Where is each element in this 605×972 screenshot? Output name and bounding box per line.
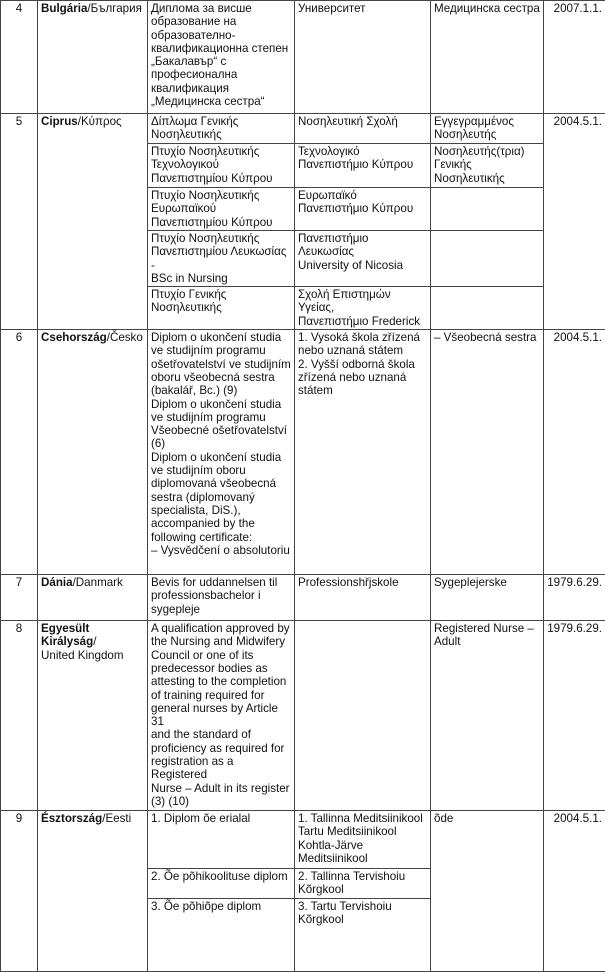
country-cell (38, 575, 148, 621)
cell-text-line: diplomovaná všeobecná (151, 477, 291, 490)
cell-text-line: Πτυχίο Νοσηλευτικής (151, 145, 291, 158)
cell-text-line: Diplom o ukončení studia (151, 398, 291, 411)
cell-text-line: Университет (298, 2, 427, 15)
professional-title-cell (431, 287, 544, 330)
cell-text-line: nebo uznaná státem (298, 344, 427, 357)
country-name-hu: Ciprus (41, 115, 78, 128)
cell-text-line: Kohtla-Järve (298, 839, 427, 852)
cell-text-line: Πανεπιστημίου Κύπρου (151, 216, 291, 229)
country-cell (38, 330, 148, 575)
cell-text-line: квалификационна степен (151, 42, 291, 55)
awarding-body-cell (295, 114, 431, 144)
cell-text-line: 1. Vysoká škola zřízená (298, 331, 427, 344)
country-cell (38, 811, 148, 972)
diploma-title-cell (148, 869, 295, 899)
cell-text-line: 2. Tallinna Tervishoiu (298, 870, 427, 883)
cell-text-line: Bevis for uddannelsen til (151, 576, 291, 589)
row-number: 6 (1, 330, 38, 575)
reference-date-cell: 2004.5.1. (544, 330, 605, 575)
professional-title-cell (431, 621, 544, 811)
awarding-body-cell (295, 621, 431, 811)
cell-text-line: ve studijním programu (151, 411, 291, 424)
cell-text-line: Νοσηλευτικής (434, 172, 540, 185)
cell-text-line: státem (298, 384, 427, 397)
cell-text-line: Νοσηλευτική Σχολή (298, 115, 427, 128)
cell-text-line: Νοσηλευτικής (151, 128, 291, 141)
cell-text-line: Πτυχίο Νοσηλευτικής (151, 189, 291, 202)
awarding-body-cell (295, 869, 431, 899)
cell-text-line: proficiency as required for (151, 742, 291, 755)
cell-text-line: Δίπλωμα Γενικής (151, 115, 291, 128)
diploma-title-cell (148, 231, 295, 287)
diploma-title-cell (148, 1, 295, 114)
cell-text-line: Ευρωπαϊκό (298, 189, 427, 202)
country-separator: / (93, 635, 96, 648)
cell-text-line: Πτυχίο Νοσηλευτικής (151, 232, 291, 245)
diploma-title-cell (148, 114, 295, 144)
cell-text-line: 3. Tartu Tervishoiu (298, 900, 427, 913)
country-name-hu: Bulgária (41, 2, 87, 15)
reference-date-cell: 1979.6.29. (544, 621, 605, 811)
cell-text-line: – Všeobecná sestra (434, 331, 540, 344)
cell-text-line: Ευρωπαϊκού (151, 202, 291, 215)
cell-text-line: Sygeplejerske (434, 576, 540, 589)
awarding-body-cell (295, 1, 431, 114)
cell-text-line: Nurse – Adult in its register (151, 782, 291, 795)
cell-text-line: ve studijním oboru (151, 464, 291, 477)
cell-text-line: Τεχνολογικού (151, 158, 291, 171)
cell-text-line: Τεχνολογικό (298, 145, 427, 158)
table-row (1, 330, 605, 575)
professional-title-cell (431, 1, 544, 114)
cell-text-line: 3. Õe põhiõpe diplom (151, 900, 291, 913)
cell-text-line: and the standard of (151, 728, 291, 741)
cell-text-line: professionsbachelor i (151, 589, 291, 602)
professional-title-cell (431, 114, 544, 144)
cell-text-line: A qualification approved by (151, 622, 291, 635)
cell-text-line: 1. Diplom õe erialal (151, 812, 291, 825)
row-number: 9 (1, 811, 38, 972)
awarding-body-cell (295, 575, 431, 621)
table-row (1, 114, 605, 144)
professional-title-cell (431, 188, 544, 231)
cell-text-line: sestra (diplomovaný (151, 491, 291, 504)
cell-text-line: 2. Õe põhikoolituse diplom (151, 870, 291, 883)
diploma-title-cell (148, 621, 295, 811)
cell-text-line: Všeobecné ošetřovatelství (151, 424, 291, 437)
cell-text-line: „Медицинска сестра“ (151, 95, 291, 108)
awarding-body-cell (295, 287, 431, 330)
cell-text-line: (6) (151, 437, 291, 450)
cell-text-line: Kõrgkool (298, 883, 427, 896)
diploma-title-cell (148, 575, 295, 621)
row-number: 5 (1, 114, 38, 330)
cell-text-line: the Nursing and Midwifery (151, 635, 291, 648)
cell-text-line: õde (434, 812, 540, 825)
cell-text-line: following certificate: (151, 531, 291, 544)
cell-text-line: Registered Nurse – (434, 622, 540, 635)
cell-text-line: zřízená nebo uznaná (298, 371, 427, 384)
country-name-local: /България (87, 2, 141, 15)
cell-text-line: Νοσηλευτικής (151, 301, 291, 314)
diploma-title-cell (148, 899, 295, 972)
cell-text-line: Πανεπιστήμιο Κύπρου (298, 202, 427, 215)
cell-text-line: Tartu Meditsiinikool (298, 825, 427, 838)
cell-text-line: Γενικής (434, 158, 540, 171)
diploma-title-cell (148, 144, 295, 188)
cell-text-line: Council or one of its (151, 649, 291, 662)
cell-text-line: Медицинска сестра (434, 2, 540, 15)
awarding-body-cell (295, 231, 431, 287)
country-name-hu: Egyesült Királyság (41, 622, 93, 648)
cell-text-line: predecessor bodies as (151, 662, 291, 675)
cell-text-line: of training required for (151, 689, 291, 702)
country-name-local: /Danmark (73, 576, 123, 589)
table-row (1, 575, 605, 621)
diploma-title-cell (148, 811, 295, 869)
cell-text-line: Πανεπιστήμιο Frederick (298, 315, 427, 328)
table-row (1, 811, 605, 869)
awarding-body-cell (295, 811, 431, 869)
row-number: 8 (1, 621, 38, 811)
cell-text-line: – Vysvědčení o absolutoriu (151, 544, 291, 557)
reference-date-cell: 2004.5.1. (544, 811, 605, 972)
cell-text-line: registration as a Registered (151, 755, 291, 782)
country-cell (38, 114, 148, 330)
table-row (1, 1, 605, 114)
cell-text-line: Πανεπιστήμιο Λευκωσίας (298, 232, 427, 259)
diploma-title-cell (148, 287, 295, 330)
cell-text-line: Σχολή Επιστημών Υγείας, (298, 288, 427, 315)
cell-text-line: Professionshřjskole (298, 576, 427, 589)
cell-text-line: Πανεπιστήμιο Κύπρου (298, 158, 427, 171)
cell-text-line: образователно- (151, 29, 291, 42)
cell-text-line: ošetřovatelství ve studijním (151, 358, 291, 371)
cell-text-line: професионална (151, 68, 291, 81)
table-row (1, 621, 605, 811)
row-number: 4 (1, 1, 38, 114)
awarding-body-cell (295, 899, 431, 972)
cell-text-line: Πτυχίο Γενικής (151, 288, 291, 301)
cell-text-line: (bakalář, Bc.) (9) (151, 384, 291, 397)
diploma-title-cell (148, 188, 295, 231)
professional-title-cell (431, 575, 544, 621)
cell-text-line: Meditsiinikool (298, 852, 427, 865)
cell-text-line: specialista, DiS.), (151, 504, 291, 517)
country-name-local: /Česko (107, 331, 143, 344)
cell-text-line: oboru všeobecná sestra (151, 371, 291, 384)
reference-date-cell: 2007.1.1. (544, 1, 605, 114)
cell-text-line: Diplom o ukončení studia (151, 451, 291, 464)
cell-text-line: sygepleje (151, 603, 291, 616)
row-number: 7 (1, 575, 38, 621)
awarding-body-cell (295, 188, 431, 231)
cell-text-line: „Бакалавър“ с (151, 55, 291, 68)
professional-title-cell (431, 231, 544, 287)
cell-text-line: Kõrgkool (298, 913, 427, 926)
country-name-hu: Csehország (41, 331, 107, 344)
cell-text-line: Πανεπιστημίου Λευκωσίας - (151, 245, 291, 272)
country-name-local: United Kingdom (41, 649, 144, 662)
awarding-body-cell (295, 144, 431, 188)
cell-text-line: ve studijním programu (151, 344, 291, 357)
country-name-hu: Észtország (41, 812, 102, 825)
cell-text-line: Εγγεγραμμένος (434, 115, 540, 128)
professional-title-cell (431, 144, 544, 188)
country-name-hu: Dánia (41, 576, 73, 589)
cell-text-line: 2. Vyšší odborná škola (298, 358, 427, 371)
cell-text-line: Νοσηλευτής(τρια) (434, 145, 540, 158)
country-cell (38, 621, 148, 811)
cell-text-line: (3) (10) (151, 795, 291, 808)
cell-text-line: University of Nicosia (298, 259, 427, 272)
cell-text-line: Diplom o ukončení studia (151, 331, 291, 344)
professional-title-cell (431, 330, 544, 575)
cell-text-line: квалификация (151, 82, 291, 95)
country-name-local: /Κύπρος (78, 115, 122, 128)
awarding-body-cell (295, 330, 431, 575)
cell-text-line: образование на (151, 15, 291, 28)
cell-text-line: Νοσηλευτής (434, 128, 540, 141)
professional-title-cell (431, 811, 544, 972)
cell-text-line: Диплома за висше (151, 2, 291, 15)
cell-text-line: Adult (434, 635, 540, 648)
cell-text-line: Πανεπιστημίου Κύπρου (151, 172, 291, 185)
country-name-local: /Eesti (102, 812, 131, 825)
country-cell (38, 1, 148, 114)
reference-date-cell: 2004.5.1. (544, 114, 605, 330)
cell-text-line: 1. Tallinna Meditsiinikool (298, 812, 427, 825)
cell-text-line: accompanied by the (151, 517, 291, 530)
reference-date-cell: 1979.6.29. (544, 575, 605, 621)
cell-text-line: attesting to the completion (151, 675, 291, 688)
cell-text-line: general nurses by Article 31 (151, 702, 291, 729)
diploma-title-cell (148, 330, 295, 575)
cell-text-line: BSc in Nursing (151, 272, 291, 285)
